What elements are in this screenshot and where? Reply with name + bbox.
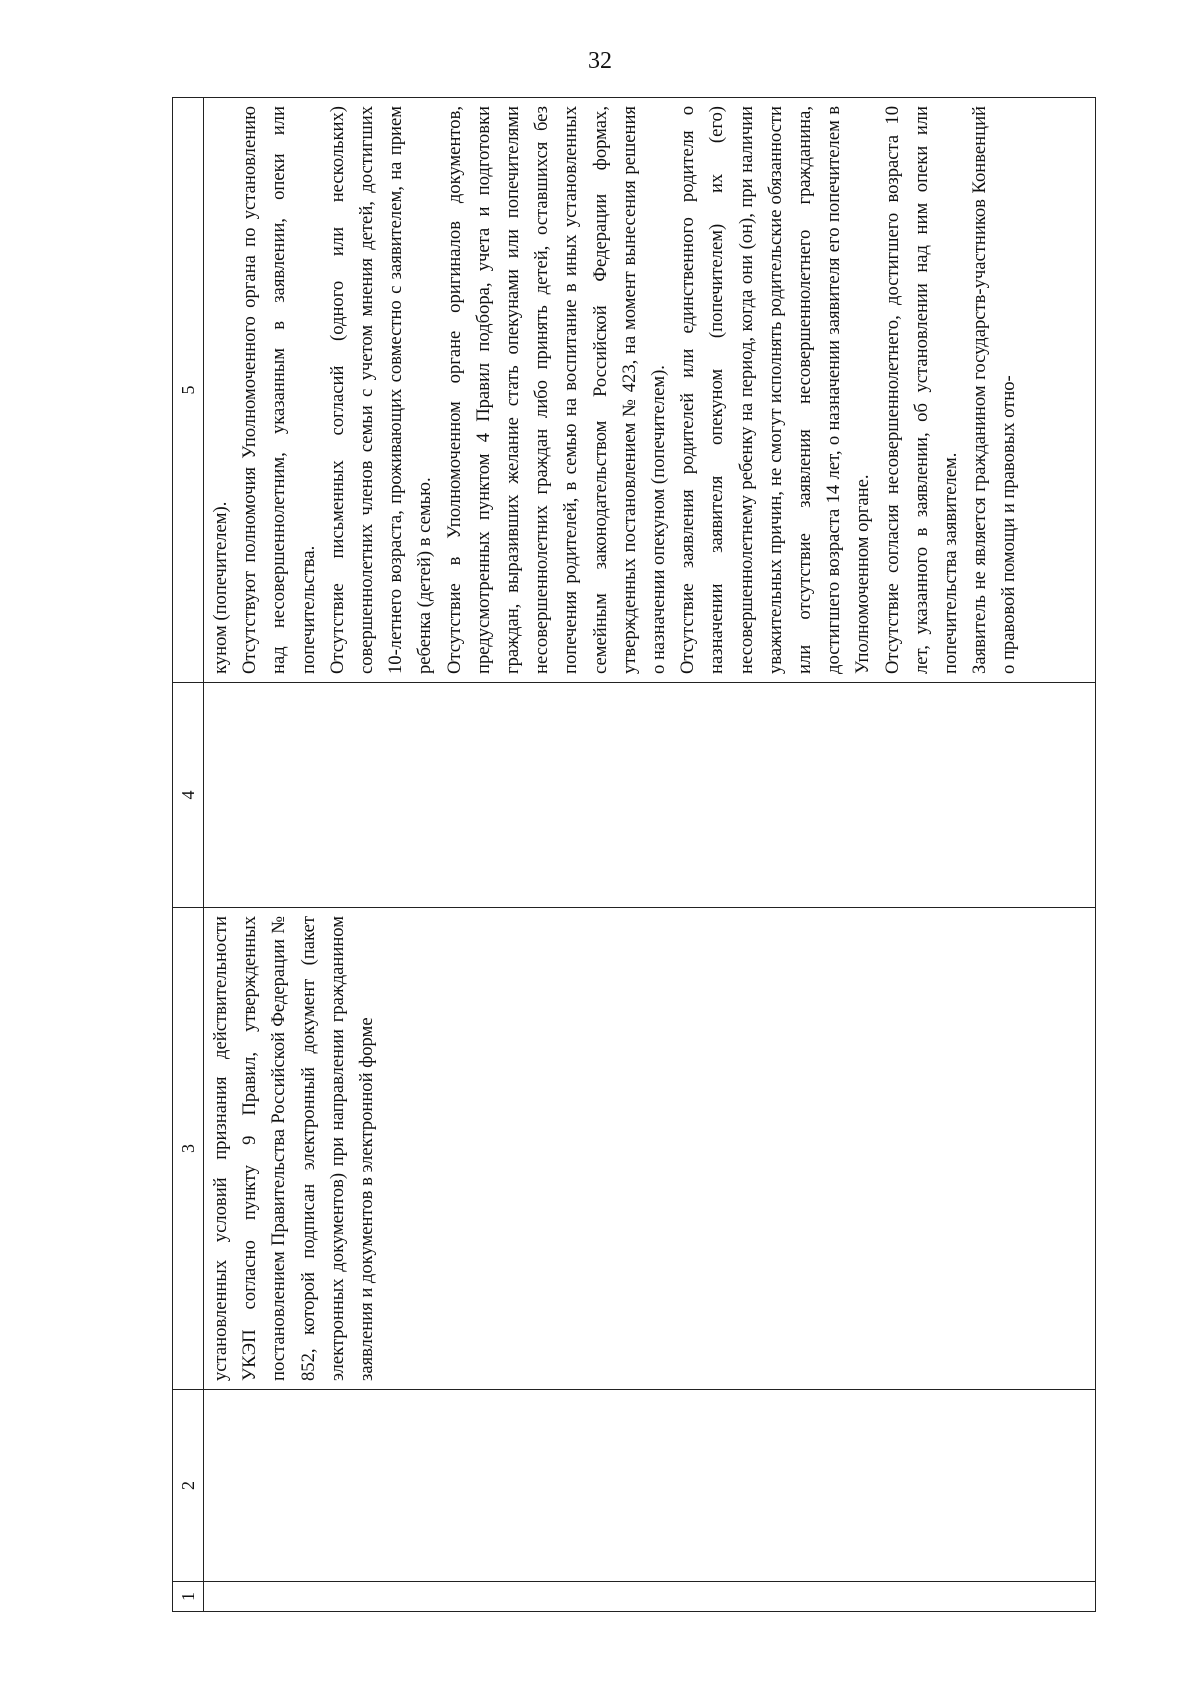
cell-col-4 <box>204 683 1096 908</box>
col5-paragraph: Отсутствие заявления родителей или единственного родителя о назначении заявителя опекуном (попечителем) их (его) несовершеннолетнему ребенку на период, когда они (он), при наличии уважительных причин, не смогут исполнять родительские обязанности или отсутствие заявления несовершеннолетнего гражданина, достигшего возраста 14 лет, о назначении заявителя его попечителем в Уполномоченном органе. <box>677 106 874 674</box>
header-col-4: 4 <box>173 683 204 908</box>
document-table <box>172 97 1096 1612</box>
col5-text <box>204 98 1024 682</box>
cell-col-2 <box>204 1390 1096 1582</box>
col5-paragraph: Отсутствие согласия несовершеннолетнего, достигшего возраста 10 лет, указанного в заявлении, об установлении над ним опеки или попечительства заявителем. <box>881 106 962 674</box>
col3-text: установленных условий признания действительности УКЭП согласно пункту 9 Правил, утвержденных постановлением Правительства Российской Федерации № 852, которой подписан электронный документ (пакет электронных документов) при направлении гражданином заявления и документов в электронной форме <box>210 916 378 1381</box>
col5-paragraph: Заявитель не является гражданином государств-участников Конвенций о правовой помощи и правовых отно- <box>969 106 1020 674</box>
cell-col-5 <box>204 98 1096 683</box>
cell-col-1 <box>204 1582 1096 1612</box>
header-row <box>173 98 204 1612</box>
page-number: 32 <box>588 48 612 74</box>
col5-paragraph: куном (попечителем). <box>210 501 231 674</box>
header-col-3: 3 <box>173 908 204 1390</box>
header-col-5: 5 <box>173 98 204 683</box>
cell-col-3 <box>204 908 1096 1390</box>
header-col-2: 2 <box>173 1390 204 1582</box>
rotated-table-container <box>172 98 1096 1612</box>
col5-paragraph: Отсутствие письменных согласий (одного или нескольких) совершеннолетних членов семьи с учетом мнения детей, достигших 10-летнего возраста, проживающих совместно с заявителем, на прием ребенка (детей) в семью. <box>326 106 436 674</box>
header-col-1: 1 <box>173 1582 204 1612</box>
col5-paragraph: Отсутствуют полномочия Уполномоченного органа по установлению над несовершеннолетним, указанным в заявлении, опеки или попечительства. <box>239 106 319 674</box>
table-frame <box>172 98 1096 1612</box>
table-row <box>204 98 1096 1612</box>
col5-paragraph: Отсутствие в Уполномоченном органе оригиналов документов, предусмотренных пунктом 4 Правил подбора, учета и подготовки граждан, выразивших желание стать опекунами или попечителями несовершеннолетних граждан либо принять детей, оставшихся без попечения родителей, в семью на воспитание в иных установленных семейным законодательством Российской Федерации формах, утвержденных постановлением № 423, на момент вынесения решения о назначении опекуном (попечителем). <box>443 106 670 674</box>
